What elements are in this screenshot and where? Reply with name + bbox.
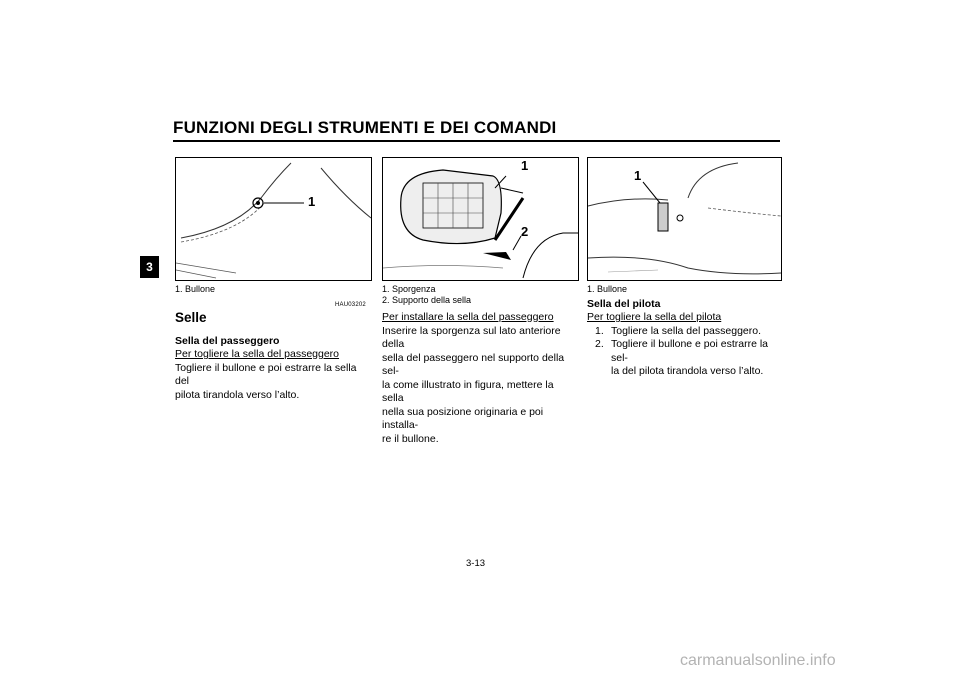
step-number: 1. <box>595 324 604 337</box>
callout-1: 1 <box>634 168 642 183</box>
section-heading: Selle <box>175 310 207 325</box>
section-code: HAU03202 <box>335 302 366 308</box>
figure-seat-hook <box>382 157 579 281</box>
subheading: Sella del pilota <box>587 298 661 310</box>
page-header-title: FUNZIONI DEGLI STRUMENTI E DEI COMANDI <box>173 118 557 137</box>
step-item <box>587 338 782 379</box>
underlined-title: Per installare la sella del passeggero <box>382 311 554 323</box>
middle-column-text <box>382 311 577 446</box>
figure-seat-hook-drawing <box>383 158 578 280</box>
right-column-text <box>587 298 782 379</box>
callout-2: 2 <box>521 224 529 239</box>
callout-1: 1 <box>308 194 316 209</box>
left-column-text <box>175 335 370 402</box>
figure-rider-seat-bolt <box>587 157 782 281</box>
body-line: la come illustrato in figura, mettere la sella <box>382 378 554 404</box>
callout-1: 1 <box>521 158 529 173</box>
step-number: 2. <box>595 338 604 350</box>
figure-seat-bolt-drawing <box>176 158 371 280</box>
body-line: pilota tirandola verso l’alto. <box>175 388 300 401</box>
underlined-title: Per togliere la sella del passeggero <box>175 348 340 360</box>
caption-item: 1. Sporgenza <box>382 284 436 294</box>
body-line: sella del passeggero nel supporto della sel- <box>382 351 565 377</box>
step-item <box>587 325 782 339</box>
body-line: Inserire la sporgenza sul lato anteriore della <box>382 324 561 350</box>
body-line: nella sua posizione originaria e poi installa- <box>382 405 544 431</box>
step-text: Togliere il bullone e poi estrarre la sel- <box>611 338 769 364</box>
caption-item: 2. Supporto della sella <box>382 295 472 305</box>
subheading: Sella del passeggero <box>175 335 280 347</box>
chapter-tab: 3 <box>140 256 159 278</box>
watermark: carmanualsonline.info <box>680 652 836 669</box>
figure-caption <box>587 284 627 295</box>
step-text: Togliere la sella del passeggero. <box>611 324 762 337</box>
underlined-title: Per togliere la sella del pilota <box>587 311 722 323</box>
figure-rider-seat-bolt-drawing <box>588 158 781 280</box>
body-line: re il bullone. <box>382 432 439 445</box>
body-line: Togliere il bullone e poi estrarre la sella del <box>175 361 357 387</box>
caption-item: 1. Bullone <box>175 284 216 294</box>
figure-caption <box>382 284 471 306</box>
figure-caption <box>175 284 215 295</box>
page-number: 3-13 <box>466 558 486 569</box>
figure-seat-bolt <box>175 157 372 281</box>
caption-item: 1. Bullone <box>587 284 628 294</box>
step-text: la del pilota tirandola verso l’alto. <box>611 365 764 377</box>
header-rule <box>173 140 780 142</box>
